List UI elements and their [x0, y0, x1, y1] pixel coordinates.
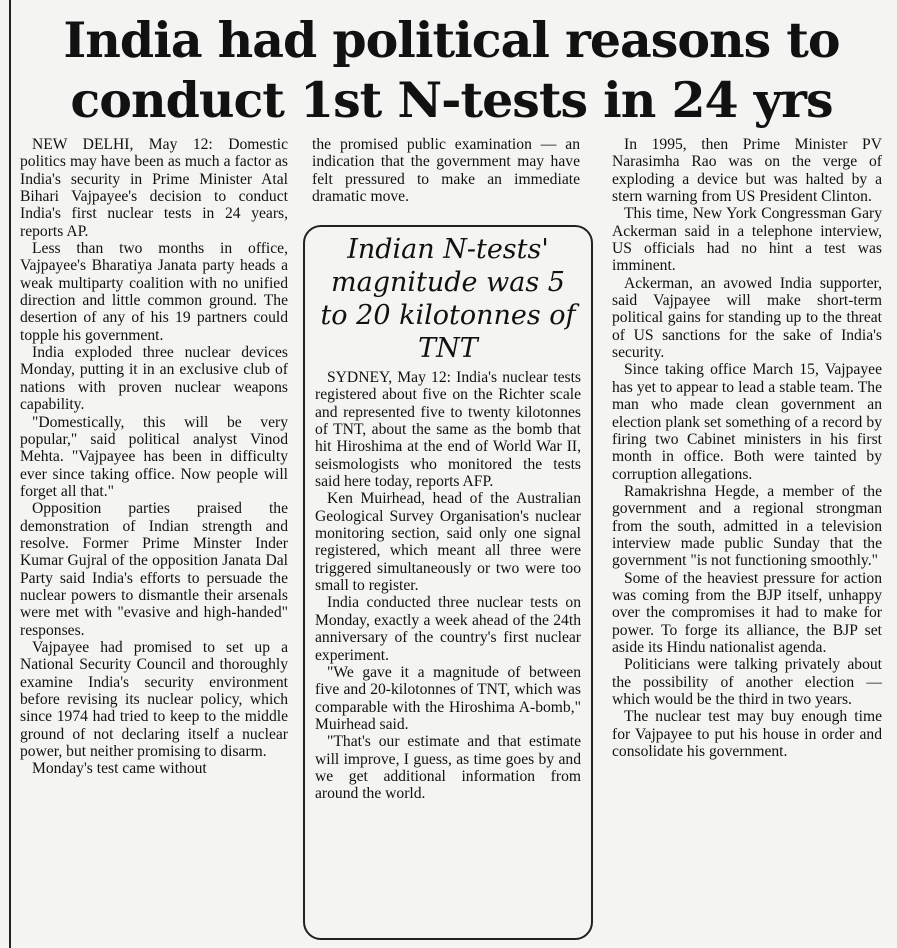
paragraph: India conducted three nuclear tests on Monday, exactly a week ahead of the 24th anniversary of the country's first nuclear experiment.: [315, 594, 581, 664]
paragraph: Monday's test came without: [32, 760, 207, 778]
paragraph: Ramakrishna Hegde, a member of the government and a regional strongman from the south, admitted in a television interview made public Sunday that the government "is not functioning smoothly.": [612, 482, 882, 570]
paragraph: In 1995, then Prime Minister PV Narasimha Rao was on the verge of exploding a device but was halted by a stern warning from US President Clinton.: [612, 136, 882, 206]
paragraph: Opposition parties praised the demonstration of Indian strength and resolve. Former Prime Minster Inder Kumar Gujral of the opposition Janata Dal Party said India's efforts to persuade the nuclear powers to dismantle their arsenals were met with "evasive and high-handed" responses.: [20, 500, 288, 639]
article-column-3: [612, 136, 882, 760]
paragraph: Less than two months in office, Vajpayee's Bharatiya Janata party heads a weak multiparty coalition with no unified direction and little common ground. The desertion of any of his 19 partners could topple his government.: [20, 240, 288, 344]
paragraph: Politicians were talking privately about the possibility of another election — which would be the third in two years.: [612, 656, 882, 708]
sidebar-body: [315, 369, 581, 803]
headline: India had political reasons to conduct 1st N-tests in 24 yrs: [63, 11, 840, 129]
sidebar-headline: Indian N-tests' magnitude was 5 to 20 kilotonnes of TNT: [320, 234, 576, 364]
column-rule: [9, 0, 11, 948]
paragraph: Vajpayee had promised to set up a National Security Council and thoroughly examine India's security environment before revising its nuclear policy, which since 1974 had tried to keep to the middle ground of not declaring itself a nuclear power, but neither promising to disarm.: [20, 638, 288, 761]
paragraph: "Domestically, this will be very popular," said political analyst Vinod Mehta. "Vajpayee has been in difficulty ever since taking office. Now people will forget all that.": [20, 413, 288, 500]
paragraph: India exploded three nuclear devices Monday, putting it in an exclusive club of nations with proven nuclear weapons capability.: [20, 344, 288, 414]
paragraph: "We gave it a magnitude of between five and 20-kilotonnes of TNT, which was comparable with the Hiroshima A-bomb," Muirhead said.: [315, 663, 581, 733]
paragraph: Since taking office March 15, Vajpayee has yet to appear to lead a stable team. The man who made clean government an election plank set something of a record by firing two Cabinet ministers in his first month in office. Both were tainted by corruption allegations.: [612, 361, 882, 483]
paragraph: Ken Muirhead, head of the Australian Geological Survey Organisation's nuclear monitoring section, said only one signal registered, which meant all three were triggered simultaneously or two were too small to register.: [315, 490, 581, 595]
paragraph: Some of the heaviest pressure for action was coming from the BJP itself, unhappy over the compromises it had to make for power. To forge its alliance, the BJP set aside its Hindu nationalist agenda.: [612, 569, 882, 656]
sidebar-box: [303, 225, 593, 940]
paragraph: SYDNEY, May 12: India's nuclear tests registered about five on the Richter scale and represented five to twenty kilotonnes of TNT, about the same as the bomb that hit Hiroshima at the end of World War II, seismologists who monitored the tests said here today, reports AFP.: [315, 369, 581, 491]
paragraph: "That's our estimate and that estimate will improve, I guess, as time goes by and we get additional information from around the world.: [315, 733, 581, 803]
article-column-1: [20, 136, 288, 778]
paragraph: NEW DELHI, May 12: Domestic politics may have been as much a factor as India's security in Prime Minister Atal Bihari Vajpayee's decision to conduct India's first nuclear tests in 24 years, reports AP.: [20, 136, 288, 240]
paragraph: the promised public examination — an indication that the government may have felt pressured to make an immediate dramatic move.: [312, 136, 580, 206]
article-column-2: [312, 136, 580, 205]
paragraph: The nuclear test may buy enough time for Vajpayee to put his house in order and consolidate his government.: [612, 708, 882, 761]
paragraph: This time, New York Congressman Gary Ackerman said in a telephone interview, US officials had no hint a test was imminent.: [612, 205, 882, 275]
paragraph: Ackerman, an avowed India supporter, said Vajpayee will make short-term political gains for standing up to the threat of US sanctions for the sake of India's security.: [612, 274, 882, 362]
